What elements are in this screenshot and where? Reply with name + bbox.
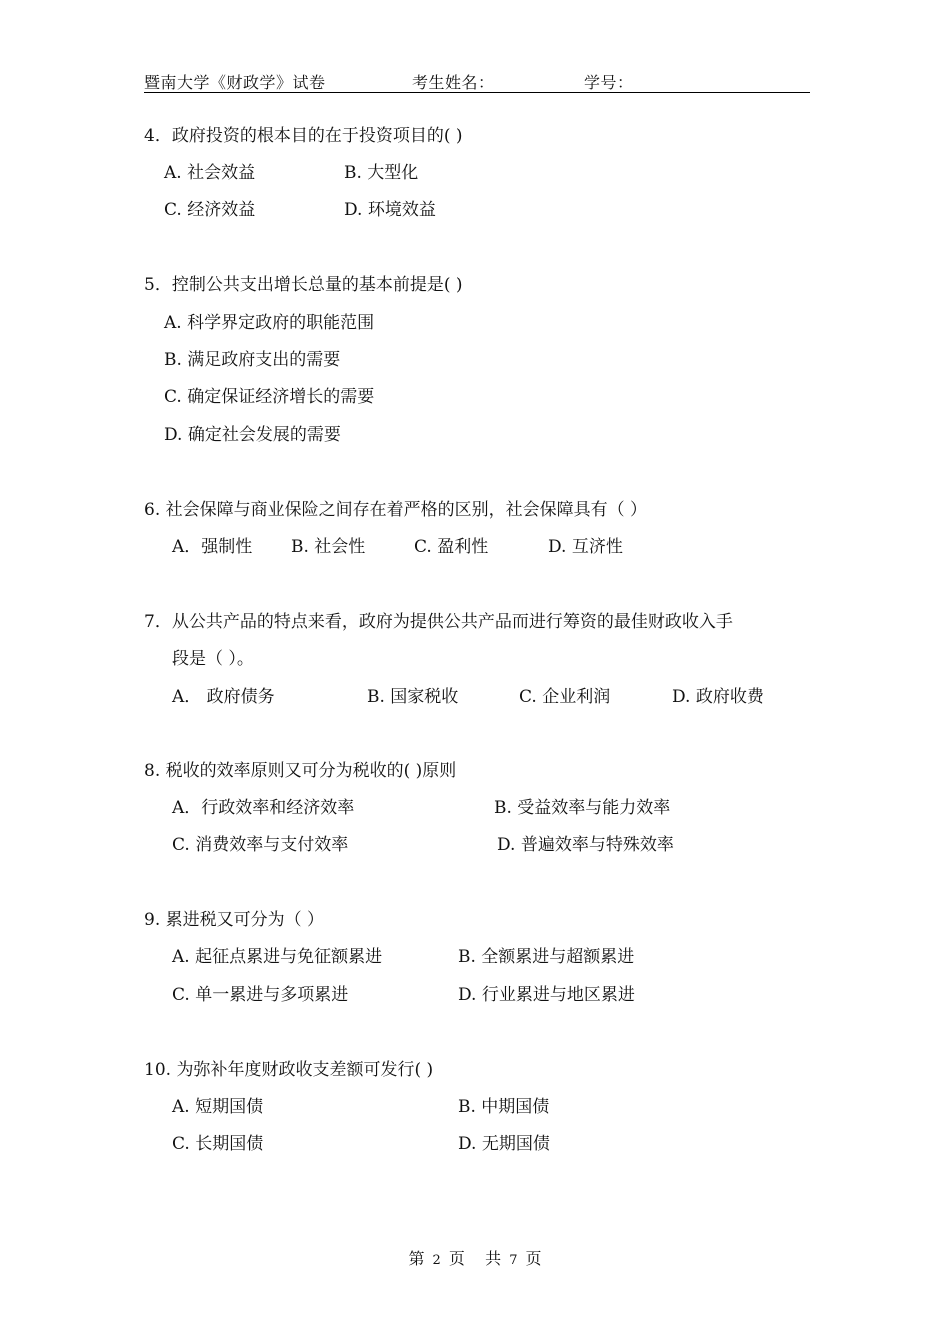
question-6-option-d: D. 互济性: [548, 537, 623, 557]
question-8-stem: 8. 税收的效率原则又可分为税收的( )原则: [144, 761, 457, 781]
question-10-option-d: D. 无期国债: [458, 1134, 550, 1154]
question-10-option-b: B. 中期国债: [458, 1097, 550, 1117]
question-8-option-b: B. 受益效率与能力效率: [494, 798, 671, 818]
id-label: 学号：: [584, 73, 634, 92]
question-9-option-d: D. 行业累进与地区累进: [458, 985, 635, 1005]
question-7-stem-continued: 段是（ ）。: [172, 649, 254, 669]
question-4-option-d: D. 环境效益: [344, 200, 436, 220]
question-6-stem: 6. 社会保障与商业保险之间存在着严格的区别，社会保障具有（ ）: [144, 500, 648, 520]
question-4-option-a: A. 社会效益: [164, 163, 256, 183]
question-9-option-a: A. 起征点累进与免征额累进: [172, 947, 383, 967]
page-header: [144, 70, 810, 93]
question-5-option-b: B. 满足政府支出的需要: [164, 350, 341, 370]
question-5-option-d: D. 确定社会发展的需要: [164, 425, 341, 445]
question-5-option-c: C. 确定保证经济增长的需要: [164, 387, 375, 407]
exam-title: 暨南大学《财政学》试卷: [144, 73, 326, 92]
question-9-stem: 9. 累进税又可分为（ ）: [144, 910, 325, 930]
footer-ye: 页: [448, 1249, 465, 1268]
question-4-option-b: B. 大型化: [344, 163, 419, 183]
question-5-stem: 5．控制公共支出增长总量的基本前提是( ): [144, 275, 463, 295]
question-6-option-a: A．强制性: [172, 537, 253, 557]
question-8-option-a: A．行政效率和经济效率: [172, 798, 355, 818]
question-7-option-c: C. 企业利润: [519, 687, 611, 707]
question-10-option-c: C. 长期国债: [172, 1134, 264, 1154]
question-7-option-a: A． 政府债务: [172, 687, 275, 707]
question-7-option-b: B. 国家税收: [367, 687, 459, 707]
question-10-stem: 10. 为弥补年度财政收支差额可发行( ): [144, 1060, 434, 1080]
footer-ye2: 页: [525, 1249, 542, 1268]
question-9-option-b: B. 全额累进与超额累进: [458, 947, 635, 967]
question-10-option-a: A. 短期国债: [172, 1097, 264, 1117]
question-8-option-c: C. 消费效率与支付效率: [172, 835, 349, 855]
question-7-option-d: D. 政府收费: [672, 687, 764, 707]
name-label: 考生姓名：: [412, 73, 495, 92]
question-4-stem: 4．政府投资的根本目的在于投资项目的( ): [144, 126, 463, 146]
current-page-number: 2: [432, 1253, 441, 1268]
question-6-option-c: C. 盈利性: [414, 537, 489, 557]
question-7-stem: 7．从公共产品的特点来看，政府为提供公共产品而进行筹资的最佳财政收入手: [144, 612, 733, 632]
question-9-option-c: C. 单一累进与多项累进: [172, 985, 349, 1005]
page-footer: [0, 1246, 950, 1269]
total-page-number: 7: [509, 1253, 518, 1268]
footer-gong: 共: [485, 1249, 502, 1268]
footer-di: 第: [408, 1249, 425, 1268]
question-6-option-b: B. 社会性: [291, 537, 366, 557]
question-5-option-a: A. 科学界定政府的职能范围: [164, 313, 375, 333]
question-4-option-c: C. 经济效益: [164, 200, 256, 220]
question-8-option-d: D. 普遍效率与特殊效率: [497, 835, 674, 855]
